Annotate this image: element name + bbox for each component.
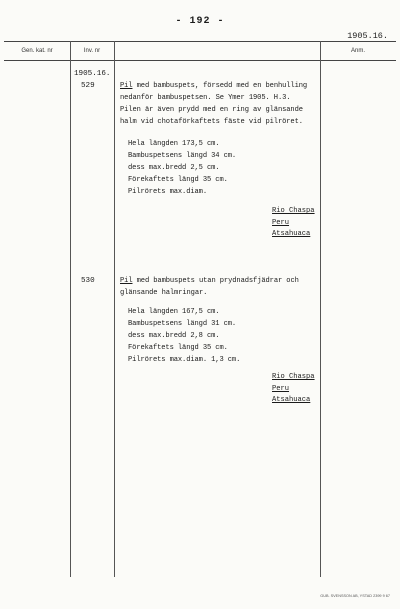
entry-line: Bambuspetsens längd 31 cm. [128,320,237,328]
column-header-gen-kat-nr: Gen. kat. nr [21,48,53,54]
page-number: - 192 - [175,16,225,27]
location-river: Rio Chaspa [272,373,315,381]
entry-line: Pilen är även prydd med en ring av glänsande [120,106,303,114]
location-tribe: Atsahuaca [272,230,311,238]
location-tribe: Atsahuaca [272,396,311,404]
entry-line: halm vid chotaförkaftets fäste vid pilröret. [120,118,303,126]
entry-line-text: med bambuspets, försedd med en benhulling [132,82,308,90]
column-header-inv-nr: Inv. nr [83,48,101,54]
entry-line: Pil med bambuspets utan prydnadsfjädrar och [120,277,299,285]
column-divider [320,41,321,577]
entry-line: Förekaftets längd 35 cm. [128,344,228,352]
location-country: Peru [272,218,290,227]
column-divider [114,41,115,577]
entry-line: Hela längden 173,5 cm. [128,140,220,148]
entry-line: Bambuspetsens längd 34 cm. [128,152,237,160]
location-country: Peru [272,384,290,393]
column-header-anm: Anm. [350,48,365,54]
entry-line: Hela längden 167,5 cm. [128,308,220,316]
entry-line: Pilrörets max.diam. [128,188,207,196]
entry-line: nedanför bambuspetsen. Se Ymer 1905. H.3. [120,94,291,102]
entry-line-text: med bambuspets utan prydnadsfjädrar och [132,277,299,285]
catalog-id: 1905.16. [347,31,388,41]
printer-imprint: GUB. SVENSSON AB, YSTAD 2399 9 67 [320,594,390,598]
entry-line: Pilrörets max.diam. 1,3 cm. [128,356,241,364]
entry-line: dess max.bredd 2,5 cm. [128,164,220,172]
entry-line: dess max.bredd 2,8 cm. [128,332,220,340]
entry-line: glänsande halmringar. [120,289,208,297]
entry-line: Förekaftets längd 35 cm. [128,176,228,184]
column-header-row [4,41,396,61]
group-id: 1905.16. [74,70,111,78]
inventory-number: 530 [81,277,95,285]
inventory-number: 529 [81,82,95,90]
entry-location [272,206,315,241]
column-divider [70,41,71,577]
location-river: Rio Chaspa [272,207,315,215]
entry-location [272,372,315,407]
entry-line: Pil med bambuspets, försedd med en benhulling [120,82,308,90]
